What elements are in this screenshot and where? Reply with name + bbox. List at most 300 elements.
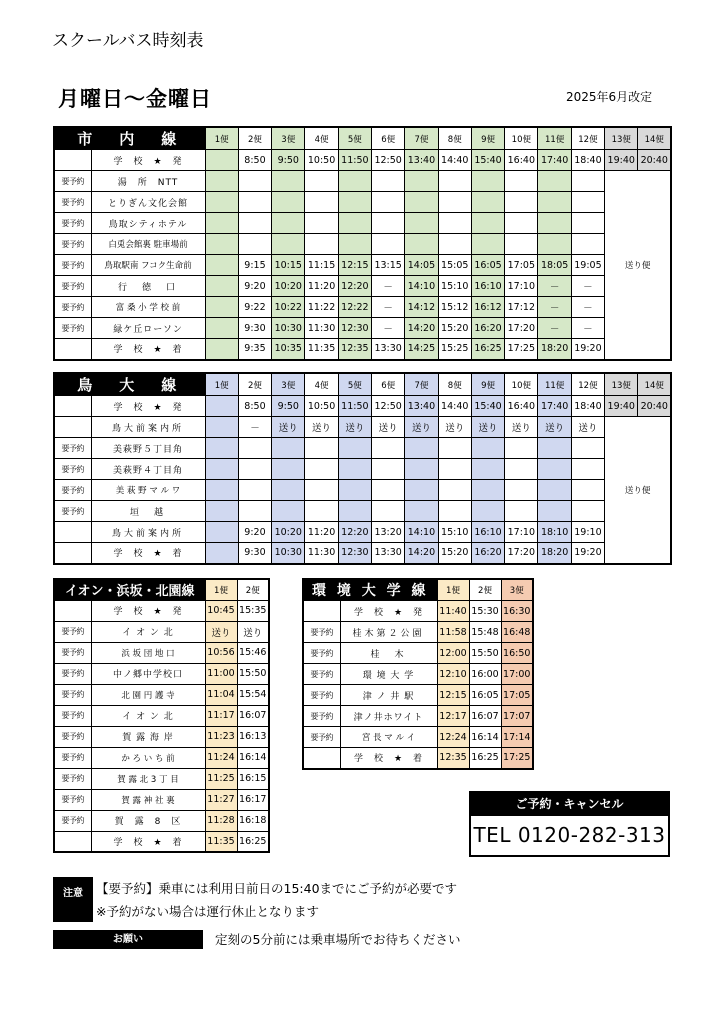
time-cell <box>438 171 471 192</box>
time-cell: 16:25 <box>237 831 269 852</box>
time-cell: 18:05 <box>538 255 571 276</box>
reservation-required-label <box>54 417 91 438</box>
time-cell <box>372 192 405 213</box>
stop-name: 学 校 ★ 着 <box>91 831 205 852</box>
time-cell <box>505 192 538 213</box>
time-cell <box>372 213 405 234</box>
time-cell: 15:40 <box>471 396 504 417</box>
time-cell: 19:20 <box>571 339 604 360</box>
okuri-bin-cell: 送り便 <box>605 417 672 564</box>
time-cell: 10:56 <box>205 642 237 663</box>
time-cell: 15:48 <box>469 622 501 643</box>
time-cell <box>305 438 338 459</box>
time-cell: － <box>372 276 405 297</box>
table-row <box>303 706 533 727</box>
time-cell <box>205 501 238 522</box>
table-row <box>303 685 533 706</box>
time-cell <box>338 234 371 255</box>
stop-name: 行 徳 口 <box>91 276 205 297</box>
time-cell: 11:58 <box>437 622 469 643</box>
time-cell: 18:40 <box>571 396 604 417</box>
reservation-required-label: 要予約 <box>54 255 91 276</box>
reservation-required-label: 要予約 <box>54 726 91 747</box>
time-cell <box>405 438 438 459</box>
bin-header: 12便 <box>571 373 604 396</box>
time-cell: 9:30 <box>238 543 271 564</box>
bin-header: 9便 <box>471 373 504 396</box>
time-cell: 15:10 <box>438 522 471 543</box>
reservation-required-label: 要予約 <box>54 705 91 726</box>
time-cell <box>272 438 305 459</box>
time-cell: 送り <box>338 417 371 438</box>
time-cell: 16:50 <box>501 643 533 664</box>
time-cell: 11:28 <box>205 810 237 831</box>
time-cell: 15:10 <box>438 276 471 297</box>
table-row <box>54 747 269 768</box>
time-cell <box>538 501 571 522</box>
bin-header: 6便 <box>372 127 405 150</box>
reservation-box <box>469 791 670 857</box>
time-cell: 18:20 <box>538 543 571 564</box>
table-row <box>54 831 269 852</box>
bin-header: 1便 <box>205 579 237 600</box>
header-row <box>303 579 533 601</box>
time-cell: 10:22 <box>272 297 305 318</box>
time-cell: 9:20 <box>238 522 271 543</box>
time-cell <box>372 234 405 255</box>
bin-header: 10便 <box>505 127 538 150</box>
time-cell: 14:12 <box>405 297 438 318</box>
time-cell: 17:07 <box>501 706 533 727</box>
reservation-required-label: 要予約 <box>303 685 340 706</box>
time-cell <box>372 171 405 192</box>
table-row <box>54 297 671 318</box>
time-cell: 11:35 <box>305 339 338 360</box>
table-row <box>54 768 269 789</box>
document-title: スクールバス時刻表 <box>52 31 204 51</box>
stop-name: 賀 露 8 区 <box>91 810 205 831</box>
stop-name: 鳥取シティホテル <box>91 213 205 234</box>
time-cell: 15:30 <box>469 601 501 622</box>
time-cell: 送り <box>538 417 571 438</box>
reservation-required-label: 要予約 <box>54 642 91 663</box>
request-label: お願い <box>53 930 203 949</box>
time-cell: 16:14 <box>237 747 269 768</box>
time-cell <box>505 171 538 192</box>
time-cell: 16:48 <box>501 622 533 643</box>
line-name: 環 境 大 学 線 <box>303 579 437 601</box>
time-cell: － <box>538 318 571 339</box>
time-cell <box>438 192 471 213</box>
stop-name: 環 境 大 学 <box>340 664 437 685</box>
time-cell: 12:30 <box>338 543 371 564</box>
reservation-title: ご予約・キャンセル <box>471 793 668 816</box>
bin-header: 2便 <box>238 373 271 396</box>
stop-name: 津 ノ 井 駅 <box>340 685 437 706</box>
reservation-required-label: 要予約 <box>303 664 340 685</box>
time-cell <box>538 480 571 501</box>
stop-name: 学 校 ★ 着 <box>91 543 205 564</box>
time-cell <box>571 438 604 459</box>
reservation-required-label: 要予約 <box>54 621 91 642</box>
time-cell: 16:20 <box>471 318 504 339</box>
time-cell <box>205 297 238 318</box>
bin-header: 1便 <box>437 579 469 601</box>
time-cell: 17:25 <box>501 748 533 769</box>
time-cell <box>305 213 338 234</box>
time-cell: 送り <box>505 417 538 438</box>
time-cell: 10:30 <box>272 318 305 339</box>
time-cell <box>305 171 338 192</box>
stop-name: 賀 露 神 社 裏 <box>91 789 205 810</box>
time-cell: 9:22 <box>238 297 271 318</box>
time-cell: 9:20 <box>238 276 271 297</box>
time-cell: 15:35 <box>237 600 269 621</box>
time-cell: 13:40 <box>405 150 438 171</box>
time-cell <box>505 501 538 522</box>
bin-header: 4便 <box>305 127 338 150</box>
time-cell: 19:20 <box>571 543 604 564</box>
time-cell: 11:23 <box>205 726 237 747</box>
reservation-required-label <box>54 543 91 564</box>
time-cell <box>205 459 238 480</box>
time-cell: 12:00 <box>437 643 469 664</box>
time-cell: 12:15 <box>338 255 371 276</box>
stop-name: イ オ ン 北 <box>91 705 205 726</box>
time-cell <box>338 438 371 459</box>
time-cell: 14:20 <box>405 543 438 564</box>
bin-header: 5便 <box>338 127 371 150</box>
stop-name: 学 校 ★ 発 <box>91 150 205 171</box>
time-cell: 16:20 <box>471 543 504 564</box>
time-cell <box>338 480 371 501</box>
time-cell <box>338 459 371 480</box>
stop-name: 白兎会館裏 駐車場前 <box>91 234 205 255</box>
stop-name: 津ノ井ホワイト <box>340 706 437 727</box>
reservation-required-label <box>54 831 91 852</box>
time-cell <box>538 213 571 234</box>
time-cell <box>238 459 271 480</box>
time-cell: 16:10 <box>471 522 504 543</box>
time-cell: 15:20 <box>438 543 471 564</box>
stop-name: 学 校 ★ 発 <box>91 396 205 417</box>
caution-text-2: ※予約がない場合は運行休止となります <box>96 904 319 919</box>
time-cell: 14:10 <box>405 522 438 543</box>
time-cell: 17:05 <box>505 255 538 276</box>
table-row <box>54 171 671 192</box>
aeon-line-timetable <box>53 578 270 853</box>
time-cell: 12:35 <box>338 339 371 360</box>
time-cell <box>205 234 238 255</box>
reservation-required-label: 要予約 <box>54 480 91 501</box>
time-cell: 10:30 <box>272 543 305 564</box>
bin-header: 14便 <box>638 127 671 150</box>
time-cell <box>471 480 504 501</box>
bin-header: 3便 <box>272 373 305 396</box>
time-cell: 17:20 <box>505 318 538 339</box>
bin-header: 1便 <box>205 127 238 150</box>
time-cell: 14:25 <box>405 339 438 360</box>
time-cell: － <box>571 276 604 297</box>
time-cell <box>372 501 405 522</box>
reservation-required-label: 要予約 <box>54 459 91 480</box>
time-cell <box>372 438 405 459</box>
table-row <box>54 543 671 564</box>
time-cell <box>338 192 371 213</box>
bin-header: 1便 <box>205 373 238 396</box>
time-cell: 15:40 <box>471 150 504 171</box>
time-cell: 9:30 <box>238 318 271 339</box>
time-cell: － <box>571 297 604 318</box>
time-cell <box>338 213 371 234</box>
time-cell: 12:17 <box>437 706 469 727</box>
time-cell <box>571 459 604 480</box>
reservation-required-label: 要予約 <box>303 706 340 727</box>
time-cell: 16:12 <box>471 297 504 318</box>
reservation-required-label <box>54 339 91 360</box>
time-cell <box>438 459 471 480</box>
time-cell: 16:13 <box>237 726 269 747</box>
time-cell: 15:20 <box>438 318 471 339</box>
time-cell: 17:40 <box>538 396 571 417</box>
time-cell: 17:00 <box>501 664 533 685</box>
time-cell: 12:50 <box>372 150 405 171</box>
time-cell: 10:50 <box>305 396 338 417</box>
time-cell: 11:24 <box>205 747 237 768</box>
reservation-required-label <box>303 748 340 769</box>
reservation-required-label: 要予約 <box>54 297 91 318</box>
time-cell <box>205 480 238 501</box>
time-cell <box>405 213 438 234</box>
time-cell <box>205 339 238 360</box>
time-cell: 送り <box>471 417 504 438</box>
reservation-required-label: 要予約 <box>54 663 91 684</box>
time-cell <box>505 459 538 480</box>
reservation-required-label: 要予約 <box>54 318 91 339</box>
time-cell: 12:50 <box>372 396 405 417</box>
reservation-required-label: 要予約 <box>54 810 91 831</box>
time-cell <box>205 192 238 213</box>
service-days-heading: 月曜日～金曜日 <box>58 87 212 111</box>
time-cell: 19:40 <box>605 396 638 417</box>
time-cell <box>238 438 271 459</box>
time-cell: 11:27 <box>205 789 237 810</box>
stop-name: 学 校 ★ 着 <box>91 339 205 360</box>
table-row <box>54 255 671 276</box>
time-cell: 送り <box>205 621 237 642</box>
time-cell <box>305 234 338 255</box>
time-cell: 20:40 <box>638 150 671 171</box>
time-cell: 19:05 <box>571 255 604 276</box>
time-cell: 16:05 <box>471 255 504 276</box>
time-cell: 12:35 <box>437 748 469 769</box>
time-cell: 14:40 <box>438 150 471 171</box>
reservation-required-label: 要予約 <box>54 213 91 234</box>
time-cell: 11:40 <box>437 601 469 622</box>
time-cell <box>205 396 238 417</box>
table-row <box>303 727 533 748</box>
time-cell: 11:04 <box>205 684 237 705</box>
time-cell: 16:05 <box>469 685 501 706</box>
reservation-phone: TEL 0120-282-313 <box>473 823 666 847</box>
time-cell <box>205 213 238 234</box>
time-cell <box>338 171 371 192</box>
time-cell: 11:50 <box>338 150 371 171</box>
time-cell: 17:05 <box>501 685 533 706</box>
time-cell: 9:50 <box>272 150 305 171</box>
time-cell: 13:40 <box>405 396 438 417</box>
table-row <box>54 663 269 684</box>
time-cell <box>505 234 538 255</box>
bin-header: 9便 <box>471 127 504 150</box>
time-cell <box>305 480 338 501</box>
stop-name: 学 校 ★ 着 <box>340 748 437 769</box>
table-row <box>54 438 671 459</box>
time-cell: 送り <box>405 417 438 438</box>
time-cell <box>205 318 238 339</box>
time-cell: 11:25 <box>205 768 237 789</box>
time-cell <box>238 213 271 234</box>
time-cell: － <box>538 297 571 318</box>
time-cell <box>205 417 238 438</box>
time-cell: 15:46 <box>237 642 269 663</box>
revision-date: 2025年6月改定 <box>566 90 653 104</box>
time-cell <box>438 480 471 501</box>
time-cell: 15:50 <box>469 643 501 664</box>
time-cell: 送り <box>272 417 305 438</box>
time-cell <box>438 438 471 459</box>
time-cell <box>205 522 238 543</box>
time-cell <box>405 501 438 522</box>
time-cell: 16:10 <box>471 276 504 297</box>
time-cell <box>471 171 504 192</box>
time-cell <box>471 459 504 480</box>
caution-text-1: 【要予約】乗車には利用日前日の15:40までにご予約が必要です <box>96 881 458 896</box>
time-cell: 9:35 <box>238 339 271 360</box>
time-cell: 14:40 <box>438 396 471 417</box>
stop-name: か ろ い ち 前 <box>91 747 205 768</box>
header-row <box>54 579 269 600</box>
bin-header: 11便 <box>538 373 571 396</box>
time-cell: 17:25 <box>505 339 538 360</box>
time-cell: 8:50 <box>238 150 271 171</box>
time-cell <box>238 501 271 522</box>
reservation-required-label <box>54 150 91 171</box>
time-cell: 8:50 <box>238 396 271 417</box>
time-cell <box>372 459 405 480</box>
time-cell: 送り <box>571 417 604 438</box>
table-row <box>303 643 533 664</box>
time-cell: 15:25 <box>438 339 471 360</box>
time-cell <box>272 234 305 255</box>
bin-header: 7便 <box>405 127 438 150</box>
stop-name: 賀 露 北 3 丁 目 <box>91 768 205 789</box>
time-cell <box>238 480 271 501</box>
bin-header: 12便 <box>571 127 604 150</box>
time-cell <box>438 234 471 255</box>
time-cell: 13:30 <box>372 543 405 564</box>
time-cell <box>205 543 238 564</box>
line-name: 鳥 大 線 <box>54 373 205 396</box>
time-cell <box>571 501 604 522</box>
stop-name: 鳥大前案内所 <box>91 417 205 438</box>
time-cell <box>538 234 571 255</box>
time-cell <box>505 438 538 459</box>
time-cell: 17:20 <box>505 543 538 564</box>
time-cell: 19:10 <box>571 522 604 543</box>
time-cell: 11:17 <box>205 705 237 726</box>
time-cell: 16:30 <box>501 601 533 622</box>
table-row <box>54 339 671 360</box>
time-cell: 17:40 <box>538 150 571 171</box>
time-cell: 15:12 <box>438 297 471 318</box>
bin-header: 13便 <box>605 373 638 396</box>
time-cell: 14:20 <box>405 318 438 339</box>
reservation-required-label: 要予約 <box>303 643 340 664</box>
bin-header: 8便 <box>438 127 471 150</box>
stop-name: 学 校 ★ 発 <box>91 600 205 621</box>
time-cell: 12:24 <box>437 727 469 748</box>
stop-name: 美 萩 野 マ ル ワ <box>91 480 205 501</box>
stop-name: イ オ ン 北 <box>91 621 205 642</box>
header-row <box>54 373 671 396</box>
reservation-required-label: 要予約 <box>303 727 340 748</box>
time-cell <box>471 501 504 522</box>
time-cell: 18:40 <box>571 150 604 171</box>
time-cell <box>538 192 571 213</box>
time-cell <box>538 459 571 480</box>
table-row <box>54 600 269 621</box>
time-cell: 11:20 <box>305 276 338 297</box>
reservation-required-label: 要予約 <box>303 622 340 643</box>
bin-header: 2便 <box>238 127 271 150</box>
time-cell: 11:00 <box>205 663 237 684</box>
bin-header: 4便 <box>305 373 338 396</box>
time-cell <box>205 255 238 276</box>
time-cell <box>471 438 504 459</box>
table-row <box>303 664 533 685</box>
time-cell: 10:50 <box>305 150 338 171</box>
table-row <box>54 396 671 417</box>
reservation-required-label: 要予約 <box>54 276 91 297</box>
table-row <box>54 726 269 747</box>
reservation-required-label <box>54 522 91 543</box>
table-row <box>54 642 269 663</box>
time-cell: 9:50 <box>272 396 305 417</box>
time-cell <box>438 213 471 234</box>
time-cell <box>372 480 405 501</box>
time-cell <box>272 501 305 522</box>
bin-header: 7便 <box>405 373 438 396</box>
table-row <box>54 213 671 234</box>
time-cell: 16:15 <box>237 768 269 789</box>
time-cell: 11:35 <box>205 831 237 852</box>
time-cell: 送り <box>305 417 338 438</box>
shinai-line-timetable <box>53 126 672 361</box>
time-cell: 19:40 <box>605 150 638 171</box>
stop-name: 中ノ郷中学校口 <box>91 663 205 684</box>
bin-header: 13便 <box>605 127 638 150</box>
reservation-required-label: 要予約 <box>54 747 91 768</box>
table-row <box>54 417 671 438</box>
table-row <box>54 480 671 501</box>
time-cell: 14:05 <box>405 255 438 276</box>
table-row <box>303 622 533 643</box>
time-cell <box>571 234 604 255</box>
stop-name: 美萩野５丁目角 <box>91 438 205 459</box>
bin-header: 8便 <box>438 373 471 396</box>
time-cell <box>405 171 438 192</box>
